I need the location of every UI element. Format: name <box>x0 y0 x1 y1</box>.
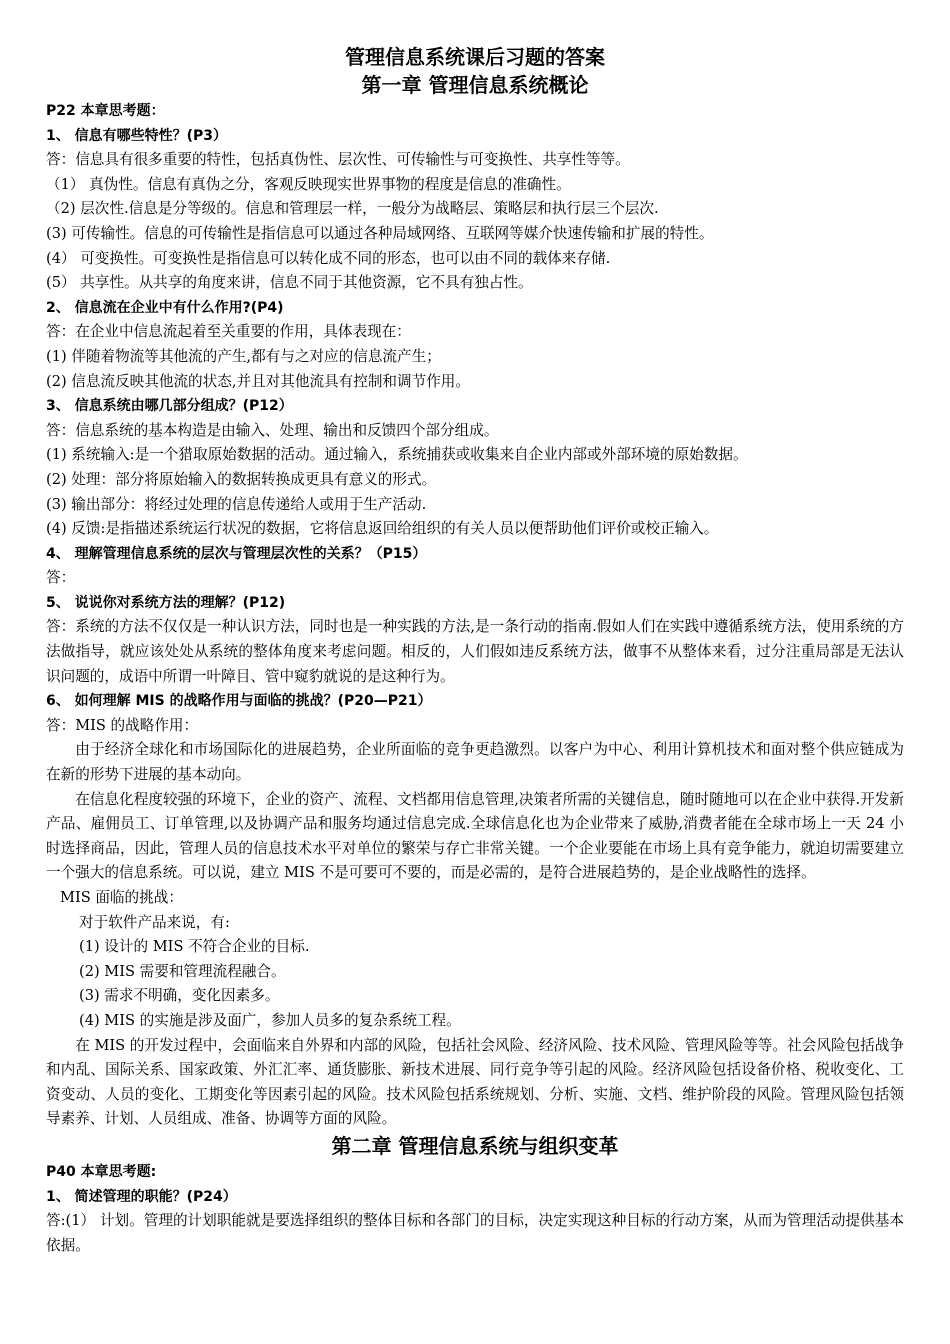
list-item: (3) 需求不明确，变化因素多。 <box>79 987 280 1005</box>
question-2: 2、 信息流在企业中有什么作用?(P4) <box>46 299 284 316</box>
document-title: 管理信息系统课后习题的答案 <box>345 45 605 69</box>
section-label: P40 本章思考题: <box>46 1163 157 1180</box>
answer-line: (1) 系统输入:是一个猎取原始数据的活动。通过输入，系统捕获或收集来自企业内部或外部环境的原始数据。 <box>46 446 748 464</box>
section-label: P22 本章思考题： <box>46 103 165 119</box>
answer-line: (1) 伴随着物流等其他流的产生,都有与之对应的信息流产生； <box>46 347 441 365</box>
answer-line: （1） 真伪性。信息有真伪之分，客观反映现实世界事物的程度是信息的准确性。 <box>46 175 571 193</box>
answer-line: 答： <box>46 569 76 587</box>
answer-paragraph: 答:(1） 计划。管理的计划职能就是要选择组织的整体目标和各部门的目标，决定实现这种目标的行动方案，从而为管理活动提供基本依据。 <box>46 1212 904 1254</box>
answer-paragraph: 答：系统的方法不仅仅是一种认识方法，同时也是一种实践的方法,是一条行动的指南.假如人们在实践中遵循系统方法，使用系统的方法做指导，就应该处处从系统的整体角度来考虑问题。相反的，人们假如违反系统方法，做事不从整体来看，过分注重局部是无法认识问题的，成语中所谓一叶障目、管中窥豹就说的是这种行为。 <box>46 618 904 685</box>
answer-line: (3) 可传输性。信息的可传输性是指信息可以通过各种局域网络、互联网等媒介快速传输和扩展的特性。 <box>46 224 714 242</box>
answer-line: (2) 处理：部分将原始输入的数据转换成更具有意义的形式。 <box>46 470 437 488</box>
answer-line: 对于软件产品来说，有: <box>79 913 230 931</box>
answer-line: (2) 信息流反映其他流的状态,并且对其他流具有控制和调节作用。 <box>46 372 470 390</box>
list-item: (1) 设计的 MIS 不符合企业的目标. <box>79 938 310 956</box>
answer-line: （2) 层次性.信息是分等级的。信息和管理层一样，一般分为战略层、策略层和执行层三个层次. <box>46 200 659 218</box>
answer-line: 答：在企业中信息流起着至关重要的作用，具体表现在： <box>46 323 411 341</box>
answer-paragraph: 由于经济全球化和市场国际化的进展趋势，企业所面临的竞争更趋激烈。以客户为中心、利用计算机技术和面对整个供应链成为在新的形势下进展的基本动向。 <box>46 741 904 784</box>
list-item: (2) MIS 需要和管理流程融合。 <box>79 962 286 980</box>
question-c2-1: 1、 简述管理的职能？(P24） <box>46 1188 237 1205</box>
answer-paragraph: 在 MIS 的开发过程中，会面临来自外界和内部的风险，包括社会风险、经济风险、技术风险、管理风险等等。社会风险包括战争和内乱、国际关系、国家政策、外汇汇率、通货膨胀、新技术进展、同行竞争等引起的风险。经济风险包括设备价格、税收变化、工资变动、人员的变化、工期变化等因素引起的风险。技术风险包括系统规划、分析、实施、文档、维护阶段的风险。管理风险包括领导素养、计划、人员组成、准备、协调等方面的风险。 <box>46 1036 904 1128</box>
question-1: 1、 信息有哪些特性？(P3） <box>46 127 228 144</box>
answer-line: MIS 面临的挑战： <box>60 889 183 906</box>
question-3: 3、 信息系统由哪几部分组成？(P12） <box>46 398 293 415</box>
answer-line: (4） 可变换性。可变换性是指信息可以转化成不同的形态，也可以由不同的载体来存储. <box>46 249 611 267</box>
list-item: (4) MIS 的实施是涉及面广，参加人员多的复杂系统工程。 <box>79 1011 461 1029</box>
answer-line: 答：MIS 的战略作用： <box>46 716 199 734</box>
answer-line: (5） 共享性。从共享的角度来讲，信息不同于其他资源，它不具有独占性。 <box>46 274 533 292</box>
question-6: 6、 如何理解 MIS 的战略作用与面临的挑战？(P20—P21） <box>46 693 432 710</box>
question-5: 5、 说说你对系统方法的理解？(P12) <box>46 594 286 611</box>
chapter-1-title: 第一章 管理信息系统概论 <box>361 73 589 97</box>
question-4: 4、 理解管理信息系统的层次与管理层次性的关系？（P15） <box>46 545 427 562</box>
answer-line: (3) 输出部分：将经过处理的信息传递给人或用于生产活动. <box>46 495 427 513</box>
answer-line: 答：信息具有很多重要的特性，包括真伪性、层次性、可传输性与可变换性、共享性等等。 <box>46 151 630 169</box>
answer-line: 答：信息系统的基本构造是由输入、处理、输出和反馈四个部分组成。 <box>46 421 499 439</box>
chapter-2-title: 第二章 管理信息系统与组织变革 <box>331 1133 619 1158</box>
answer-paragraph: 在信息化程度较强的环境下，企业的资产、流程、文档都用信息管理,决策者所需的关键信息，随时随地可以在企业中获得.开发新产品、雇佣员工、订单管理,以及协调产品和服务均通过信息完成.全球信息化也为企业带来了威胁,消费者能在全球市场上一天 24 小时选择商品，因此，管理人员的信息技术水平对单位的繁荣与存亡非常关键。一个企业要能在市场上具有竞争能力，就迫切需要建立一个强大的信息系统。可以说，建立 MIS 不是可要可不要的，而是必需的，是符合进展趋势的，是企业战略性的选择。 <box>46 790 904 882</box>
answer-line: (4) 反馈:是指描述系统运行状况的数据，它将信息返回给组织的有关人员以便帮助他们评价或校正输入。 <box>46 520 719 538</box>
